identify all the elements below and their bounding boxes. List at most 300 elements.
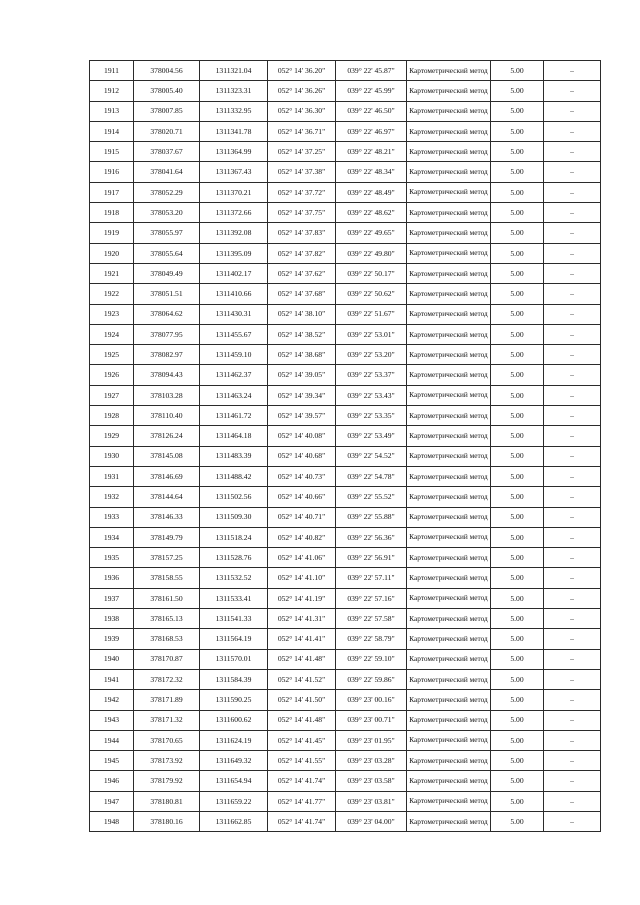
point-number-cell: 1941	[90, 669, 134, 689]
table-row	[90, 385, 601, 405]
table-row	[90, 710, 601, 730]
method-cell: Картометрический метод	[407, 182, 491, 202]
latitude-cell: 052° 14' 41.10"	[268, 568, 336, 588]
latitude-cell: 052° 14' 37.62"	[268, 263, 336, 283]
latitude-cell: 052° 14' 41.77"	[268, 791, 336, 811]
table-row	[90, 223, 601, 243]
longitude-cell: 039° 22' 53.37"	[336, 365, 407, 385]
coord-y-cell: 1311649.32	[200, 751, 268, 771]
longitude-cell: 039° 23' 03.28"	[336, 751, 407, 771]
coord-y-cell: 1311518.24	[200, 527, 268, 547]
longitude-cell: 039° 22' 48.34"	[336, 162, 407, 182]
point-number-cell: 1940	[90, 649, 134, 669]
longitude-cell: 039° 22' 57.16"	[336, 588, 407, 608]
accuracy-cell: 5.00	[491, 385, 544, 405]
note-cell: –	[544, 771, 601, 791]
longitude-cell: 039° 22' 50.62"	[336, 284, 407, 304]
coord-x-cell: 378004.56	[134, 61, 200, 81]
longitude-cell: 039° 22' 48.49"	[336, 182, 407, 202]
latitude-cell: 052° 14' 41.55"	[268, 751, 336, 771]
table-row	[90, 629, 601, 649]
coord-y-cell: 1311590.25	[200, 690, 268, 710]
note-cell: –	[544, 61, 601, 81]
accuracy-cell: 5.00	[491, 142, 544, 162]
accuracy-cell: 5.00	[491, 730, 544, 750]
table-row	[90, 771, 601, 791]
longitude-cell: 039° 22' 51.67"	[336, 304, 407, 324]
accuracy-cell: 5.00	[491, 182, 544, 202]
coord-y-cell: 1311430.31	[200, 304, 268, 324]
coord-y-cell: 1311483.39	[200, 446, 268, 466]
method-cell: Картометрический метод	[407, 791, 491, 811]
accuracy-cell: 5.00	[491, 284, 544, 304]
note-cell: –	[544, 507, 601, 527]
note-cell: –	[544, 446, 601, 466]
accuracy-cell: 5.00	[491, 791, 544, 811]
note-cell: –	[544, 263, 601, 283]
note-cell: –	[544, 751, 601, 771]
note-cell: –	[544, 243, 601, 263]
latitude-cell: 052° 14' 40.68"	[268, 446, 336, 466]
longitude-cell: 039° 22' 58.79"	[336, 629, 407, 649]
table-row	[90, 345, 601, 365]
note-cell: –	[544, 406, 601, 426]
method-cell: Картометрический метод	[407, 548, 491, 568]
coord-x-cell: 378149.79	[134, 527, 200, 547]
table-row	[90, 690, 601, 710]
longitude-cell: 039° 23' 03.81"	[336, 791, 407, 811]
table-row	[90, 568, 601, 588]
method-cell: Картометрический метод	[407, 284, 491, 304]
table-row	[90, 365, 601, 385]
table-row	[90, 548, 601, 568]
coord-x-cell: 378180.81	[134, 791, 200, 811]
accuracy-cell: 5.00	[491, 710, 544, 730]
note-cell: –	[544, 629, 601, 649]
accuracy-cell: 5.00	[491, 121, 544, 141]
latitude-cell: 052° 14' 39.57"	[268, 406, 336, 426]
note-cell: –	[544, 791, 601, 811]
point-number-cell: 1932	[90, 487, 134, 507]
coord-y-cell: 1311564.19	[200, 629, 268, 649]
coord-x-cell: 378051.51	[134, 284, 200, 304]
longitude-cell: 039° 22' 45.99"	[336, 81, 407, 101]
point-number-cell: 1922	[90, 284, 134, 304]
accuracy-cell: 5.00	[491, 669, 544, 689]
latitude-cell: 052° 14' 40.08"	[268, 426, 336, 446]
longitude-cell: 039° 22' 50.17"	[336, 263, 407, 283]
accuracy-cell: 5.00	[491, 588, 544, 608]
method-cell: Картометрический метод	[407, 324, 491, 344]
method-cell: Картометрический метод	[407, 223, 491, 243]
longitude-cell: 039° 22' 53.49"	[336, 426, 407, 446]
table-row	[90, 142, 601, 162]
note-cell: –	[544, 101, 601, 121]
coord-y-cell: 1311662.85	[200, 811, 268, 831]
coord-y-cell: 1311455.67	[200, 324, 268, 344]
method-cell: Картометрический метод	[407, 609, 491, 629]
latitude-cell: 052° 14' 37.83"	[268, 223, 336, 243]
longitude-cell: 039° 22' 59.86"	[336, 669, 407, 689]
note-cell: –	[544, 304, 601, 324]
table-row	[90, 446, 601, 466]
accuracy-cell: 5.00	[491, 426, 544, 446]
accuracy-cell: 5.00	[491, 81, 544, 101]
coord-x-cell: 378170.87	[134, 649, 200, 669]
table-row	[90, 730, 601, 750]
table-row	[90, 609, 601, 629]
longitude-cell: 039° 22' 57.11"	[336, 568, 407, 588]
coord-y-cell: 1311509.30	[200, 507, 268, 527]
note-cell: –	[544, 730, 601, 750]
coord-x-cell: 378179.92	[134, 771, 200, 791]
note-cell: –	[544, 182, 601, 202]
method-cell: Картометрический метод	[407, 263, 491, 283]
coord-y-cell: 1311502.56	[200, 487, 268, 507]
coord-y-cell: 1311372.66	[200, 203, 268, 223]
note-cell: –	[544, 324, 601, 344]
latitude-cell: 052° 14' 37.82"	[268, 243, 336, 263]
coord-x-cell: 378173.92	[134, 751, 200, 771]
method-cell: Картометрический метод	[407, 426, 491, 446]
coord-y-cell: 1311462.37	[200, 365, 268, 385]
coord-x-cell: 378020.71	[134, 121, 200, 141]
point-number-cell: 1918	[90, 203, 134, 223]
method-cell: Картометрический метод	[407, 121, 491, 141]
method-cell: Картометрический метод	[407, 365, 491, 385]
point-number-cell: 1944	[90, 730, 134, 750]
coord-x-cell: 378110.40	[134, 406, 200, 426]
point-number-cell: 1946	[90, 771, 134, 791]
latitude-cell: 052° 14' 37.25"	[268, 142, 336, 162]
accuracy-cell: 5.00	[491, 406, 544, 426]
note-cell: –	[544, 203, 601, 223]
accuracy-cell: 5.00	[491, 446, 544, 466]
accuracy-cell: 5.00	[491, 609, 544, 629]
latitude-cell: 052° 14' 36.20"	[268, 61, 336, 81]
table-row	[90, 243, 601, 263]
coord-x-cell: 378171.89	[134, 690, 200, 710]
coord-y-cell: 1311659.22	[200, 791, 268, 811]
table-row	[90, 101, 601, 121]
latitude-cell: 052° 14' 41.41"	[268, 629, 336, 649]
accuracy-cell: 5.00	[491, 345, 544, 365]
longitude-cell: 039° 22' 54.52"	[336, 446, 407, 466]
note-cell: –	[544, 284, 601, 304]
coord-y-cell: 1311584.39	[200, 669, 268, 689]
method-cell: Картометрический метод	[407, 487, 491, 507]
latitude-cell: 052° 14' 38.68"	[268, 345, 336, 365]
note-cell: –	[544, 568, 601, 588]
coord-y-cell: 1311533.41	[200, 588, 268, 608]
coord-x-cell: 378082.97	[134, 345, 200, 365]
method-cell: Картометрический метод	[407, 406, 491, 426]
longitude-cell: 039° 23' 01.95"	[336, 730, 407, 750]
longitude-cell: 039° 22' 53.01"	[336, 324, 407, 344]
coordinates-table	[89, 60, 601, 832]
point-number-cell: 1933	[90, 507, 134, 527]
latitude-cell: 052° 14' 40.66"	[268, 487, 336, 507]
note-cell: –	[544, 669, 601, 689]
point-number-cell: 1937	[90, 588, 134, 608]
longitude-cell: 039° 22' 49.80"	[336, 243, 407, 263]
longitude-cell: 039° 22' 49.65"	[336, 223, 407, 243]
point-number-cell: 1930	[90, 446, 134, 466]
accuracy-cell: 5.00	[491, 223, 544, 243]
table-row	[90, 162, 601, 182]
note-cell: –	[544, 548, 601, 568]
point-number-cell: 1935	[90, 548, 134, 568]
longitude-cell: 039° 23' 00.16"	[336, 690, 407, 710]
coord-x-cell: 378144.64	[134, 487, 200, 507]
point-number-cell: 1939	[90, 629, 134, 649]
coord-x-cell: 378180.16	[134, 811, 200, 831]
accuracy-cell: 5.00	[491, 324, 544, 344]
accuracy-cell: 5.00	[491, 162, 544, 182]
note-cell: –	[544, 162, 601, 182]
method-cell: Картометрический метод	[407, 751, 491, 771]
coord-x-cell: 378041.64	[134, 162, 200, 182]
table-row	[90, 81, 601, 101]
accuracy-cell: 5.00	[491, 243, 544, 263]
latitude-cell: 052° 14' 38.52"	[268, 324, 336, 344]
table-row	[90, 426, 601, 446]
latitude-cell: 052° 14' 41.50"	[268, 690, 336, 710]
latitude-cell: 052° 14' 40.71"	[268, 507, 336, 527]
coord-y-cell: 1311367.43	[200, 162, 268, 182]
point-number-cell: 1942	[90, 690, 134, 710]
coord-x-cell: 378146.69	[134, 466, 200, 486]
table-row	[90, 588, 601, 608]
coord-x-cell: 378007.85	[134, 101, 200, 121]
accuracy-cell: 5.00	[491, 527, 544, 547]
longitude-cell: 039° 22' 53.20"	[336, 345, 407, 365]
note-cell: –	[544, 365, 601, 385]
method-cell: Картометрический метод	[407, 101, 491, 121]
longitude-cell: 039° 22' 54.78"	[336, 466, 407, 486]
note-cell: –	[544, 527, 601, 547]
longitude-cell: 039° 22' 56.91"	[336, 548, 407, 568]
latitude-cell: 052° 14' 37.68"	[268, 284, 336, 304]
table-row	[90, 121, 601, 141]
point-number-cell: 1913	[90, 101, 134, 121]
method-cell: Картометрический метод	[407, 730, 491, 750]
method-cell: Картометрический метод	[407, 466, 491, 486]
coord-x-cell: 378161.50	[134, 588, 200, 608]
point-number-cell: 1925	[90, 345, 134, 365]
point-number-cell: 1923	[90, 304, 134, 324]
method-cell: Картометрический метод	[407, 81, 491, 101]
coord-y-cell: 1311410.66	[200, 284, 268, 304]
longitude-cell: 039° 22' 48.62"	[336, 203, 407, 223]
coord-x-cell: 378171.32	[134, 710, 200, 730]
coord-y-cell: 1311488.42	[200, 466, 268, 486]
accuracy-cell: 5.00	[491, 690, 544, 710]
coord-x-cell: 378052.29	[134, 182, 200, 202]
method-cell: Картометрический метод	[407, 507, 491, 527]
table-row	[90, 811, 601, 831]
longitude-cell: 039° 23' 04.00"	[336, 811, 407, 831]
latitude-cell: 052° 14' 41.48"	[268, 649, 336, 669]
coord-y-cell: 1311570.01	[200, 649, 268, 669]
longitude-cell: 039° 23' 00.71"	[336, 710, 407, 730]
coord-x-cell: 378172.32	[134, 669, 200, 689]
point-number-cell: 1920	[90, 243, 134, 263]
coord-x-cell: 378005.40	[134, 81, 200, 101]
point-number-cell: 1914	[90, 121, 134, 141]
note-cell: –	[544, 466, 601, 486]
table-row	[90, 203, 601, 223]
latitude-cell: 052° 14' 41.31"	[268, 609, 336, 629]
accuracy-cell: 5.00	[491, 771, 544, 791]
longitude-cell: 039° 22' 46.50"	[336, 101, 407, 121]
latitude-cell: 052° 14' 37.38"	[268, 162, 336, 182]
coord-y-cell: 1311528.76	[200, 548, 268, 568]
table-row	[90, 284, 601, 304]
point-number-cell: 1926	[90, 365, 134, 385]
coord-x-cell: 378049.49	[134, 263, 200, 283]
coord-x-cell: 378053.20	[134, 203, 200, 223]
coord-x-cell: 378146.33	[134, 507, 200, 527]
coord-y-cell: 1311370.21	[200, 182, 268, 202]
accuracy-cell: 5.00	[491, 507, 544, 527]
coord-x-cell: 378055.64	[134, 243, 200, 263]
latitude-cell: 052° 14' 41.74"	[268, 771, 336, 791]
point-number-cell: 1919	[90, 223, 134, 243]
coord-y-cell: 1311600.62	[200, 710, 268, 730]
coord-y-cell: 1311654.94	[200, 771, 268, 791]
coord-x-cell: 378158.55	[134, 568, 200, 588]
accuracy-cell: 5.00	[491, 548, 544, 568]
coord-y-cell: 1311395.09	[200, 243, 268, 263]
longitude-cell: 039° 22' 57.58"	[336, 609, 407, 629]
latitude-cell: 052° 14' 37.72"	[268, 182, 336, 202]
point-number-cell: 1927	[90, 385, 134, 405]
note-cell: –	[544, 811, 601, 831]
method-cell: Картометрический метод	[407, 203, 491, 223]
method-cell: Картометрический метод	[407, 61, 491, 81]
point-number-cell: 1945	[90, 751, 134, 771]
method-cell: Картометрический метод	[407, 669, 491, 689]
method-cell: Картометрический метод	[407, 446, 491, 466]
coord-x-cell: 378055.97	[134, 223, 200, 243]
table-row	[90, 406, 601, 426]
table-row	[90, 466, 601, 486]
table-row	[90, 182, 601, 202]
coord-y-cell: 1311532.52	[200, 568, 268, 588]
coord-x-cell: 378168.53	[134, 629, 200, 649]
accuracy-cell: 5.00	[491, 365, 544, 385]
latitude-cell: 052° 14' 36.26"	[268, 81, 336, 101]
point-number-cell: 1943	[90, 710, 134, 730]
coord-x-cell: 378126.24	[134, 426, 200, 446]
table-row	[90, 791, 601, 811]
coord-y-cell: 1311341.78	[200, 121, 268, 141]
method-cell: Картометрический метод	[407, 304, 491, 324]
accuracy-cell: 5.00	[491, 649, 544, 669]
accuracy-cell: 5.00	[491, 811, 544, 831]
accuracy-cell: 5.00	[491, 487, 544, 507]
accuracy-cell: 5.00	[491, 629, 544, 649]
latitude-cell: 052° 14' 39.34"	[268, 385, 336, 405]
point-number-cell: 1915	[90, 142, 134, 162]
coord-x-cell: 378077.95	[134, 324, 200, 344]
longitude-cell: 039° 22' 46.97"	[336, 121, 407, 141]
coord-y-cell: 1311321.04	[200, 61, 268, 81]
method-cell: Картометрический метод	[407, 385, 491, 405]
latitude-cell: 052° 14' 36.71"	[268, 121, 336, 141]
accuracy-cell: 5.00	[491, 568, 544, 588]
point-number-cell: 1924	[90, 324, 134, 344]
table-row	[90, 649, 601, 669]
note-cell: –	[544, 690, 601, 710]
note-cell: –	[544, 426, 601, 446]
longitude-cell: 039° 22' 53.43"	[336, 385, 407, 405]
accuracy-cell: 5.00	[491, 263, 544, 283]
point-number-cell: 1938	[90, 609, 134, 629]
longitude-cell: 039° 22' 55.88"	[336, 507, 407, 527]
longitude-cell: 039° 22' 53.35"	[336, 406, 407, 426]
longitude-cell: 039° 22' 45.87"	[336, 61, 407, 81]
point-number-cell: 1917	[90, 182, 134, 202]
accuracy-cell: 5.00	[491, 304, 544, 324]
coord-x-cell: 378157.25	[134, 548, 200, 568]
method-cell: Картометрический метод	[407, 142, 491, 162]
note-cell: –	[544, 121, 601, 141]
point-number-cell: 1928	[90, 406, 134, 426]
method-cell: Картометрический метод	[407, 690, 491, 710]
table-row	[90, 324, 601, 344]
note-cell: –	[544, 649, 601, 669]
coord-y-cell: 1311463.24	[200, 385, 268, 405]
method-cell: Картометрический метод	[407, 527, 491, 547]
point-number-cell: 1916	[90, 162, 134, 182]
coord-x-cell: 378170.65	[134, 730, 200, 750]
accuracy-cell: 5.00	[491, 466, 544, 486]
coord-y-cell: 1311323.31	[200, 81, 268, 101]
coord-y-cell: 1311624.19	[200, 730, 268, 750]
latitude-cell: 052° 14' 40.73"	[268, 466, 336, 486]
coord-y-cell: 1311364.99	[200, 142, 268, 162]
method-cell: Картометрический метод	[407, 568, 491, 588]
coord-y-cell: 1311461.72	[200, 406, 268, 426]
note-cell: –	[544, 710, 601, 730]
latitude-cell: 052° 14' 41.74"	[268, 811, 336, 831]
coord-y-cell: 1311464.18	[200, 426, 268, 446]
note-cell: –	[544, 487, 601, 507]
point-number-cell: 1929	[90, 426, 134, 446]
coord-x-cell: 378145.08	[134, 446, 200, 466]
table-row	[90, 61, 601, 81]
latitude-cell: 052° 14' 38.10"	[268, 304, 336, 324]
table-row	[90, 263, 601, 283]
note-cell: –	[544, 385, 601, 405]
table-row	[90, 487, 601, 507]
point-number-cell: 1947	[90, 791, 134, 811]
latitude-cell: 052° 14' 40.82"	[268, 527, 336, 547]
note-cell: –	[544, 588, 601, 608]
method-cell: Картометрический метод	[407, 588, 491, 608]
longitude-cell: 039° 22' 55.52"	[336, 487, 407, 507]
coord-x-cell: 378103.28	[134, 385, 200, 405]
latitude-cell: 052° 14' 41.52"	[268, 669, 336, 689]
coord-y-cell: 1311541.33	[200, 609, 268, 629]
latitude-cell: 052° 14' 41.48"	[268, 710, 336, 730]
longitude-cell: 039° 23' 03.58"	[336, 771, 407, 791]
accuracy-cell: 5.00	[491, 61, 544, 81]
coord-y-cell: 1311392.08	[200, 223, 268, 243]
point-number-cell: 1931	[90, 466, 134, 486]
